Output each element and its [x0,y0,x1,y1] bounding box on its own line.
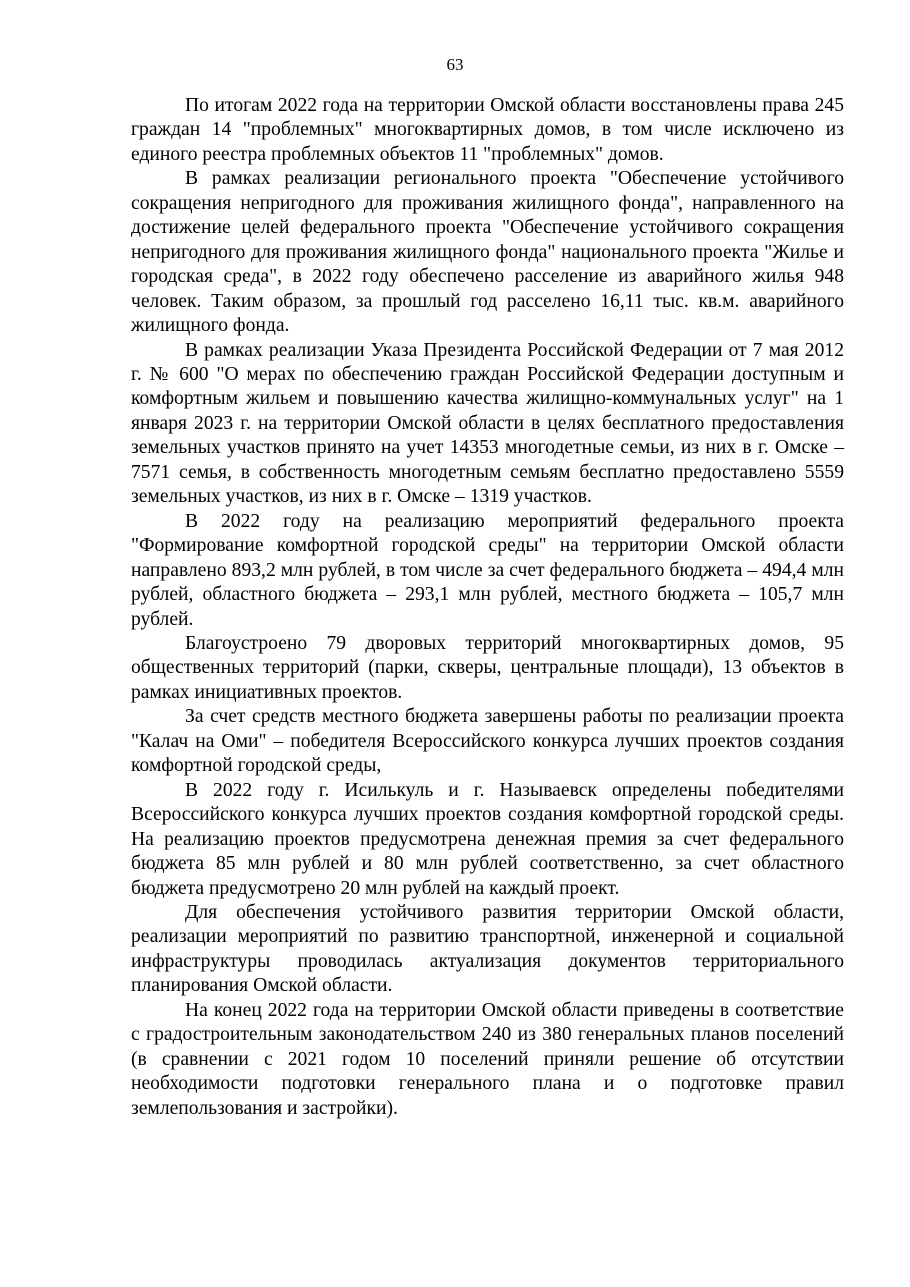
paragraph-problem-houses: По итогам 2022 года на территории Омской области восстановлены права 245 граждан 14 "проблемных" многоквартирных домов, в том числе исключено из единого реестра проблемных объектов 11 "проблемных" домов. [131,95,844,165]
paragraph-urban-environment-funding: В 2022 году на реализацию мероприятий федерального проекта "Формирование комфортной городской среды" на территории Омской области направлено 893,2 млн рублей, в том числе за счет федерального бюджета – 494,4 млн рублей, областного бюджета – 293,1 млн рублей, местного бюджета – 105,7 млн рублей. [131,510,844,630]
paragraph-contest-winners: В 2022 году г. Исилькуль и г. Называевск определены победителями Всероссийского конкурса лучших проектов создания комфортной городской среды. На реализацию проектов предусмотрена денежная премия за счет федерального бюджета 85 млн рублей и 80 млн рублей соответственно, за счет областного бюджета предусмотрено 20 млн рублей на каждый проект. [131,779,844,899]
paragraph-landscaping: Благоустроено 79 дворовых территорий многоквартирных домов, 95 общественных территорий (парки, скверы, центральные площади), 13 объектов в рамках инициативных проектов. [131,632,844,703]
paragraph-land-plots: В рамках реализации Указа Президента Российской Федерации от 7 мая 2012 г. № 600 "О мерах по обеспечению граждан Российской Федерации доступным и комфортным жильем и повышению качества жилищно-коммунальных услуг" на 1 января 2023 г. на территории Омской области в целях бесплатного предоставления земельных участков принято на учет 14353 многодетные семьи, из них в г. Омске – 7571 семья, в собственность многодетным семьям бесплатно предоставлено 5559 земельных участков, из них в г. Омске – 1319 участков. [131,339,844,508]
paragraph-resettlement: В рамках реализации регионального проекта "Обеспечение устойчивого сокращения непригодного для проживания жилищного фонда", направленного на достижение целей федерального проекта "Обеспечение устойчивого сокращения непригодного для проживания жилищного фонда" национального проекта "Жилье и городская среда", в 2022 году обеспечено расселение из аварийного жилья 948 человек. Таким образом, за прошлый год расселено 16,11 тыс. кв.м. аварийного жилищного фонда. [131,168,844,337]
body-text [131,94,844,1121]
paragraph-kalach-project: За счет средств местного бюджета завершены работы по реализации проекта "Калач на Оми" – победителя Всероссийского конкурса лучших проектов создания комфортной городской среды, [131,706,844,777]
page-number: 63 [446,55,464,74]
paragraph-general-plans: На конец 2022 года на территории Омской области приведены в соответствие с градостроительным законодательством 240 из 380 генеральных планов поселений (в сравнении с 2021 годом 10 поселений приняли решение об отсутствии необходимости подготовки генерального плана и о подготовке правил землепользования и застройки). [131,999,844,1119]
paragraph-territorial-planning: Для обеспечения устойчивого развития территории Омской области, реализации мероприятий по развитию транспортной, инженерной и социальной инфраструктуры проводилась актуализация документов территориального планирования Омской области. [131,901,844,997]
